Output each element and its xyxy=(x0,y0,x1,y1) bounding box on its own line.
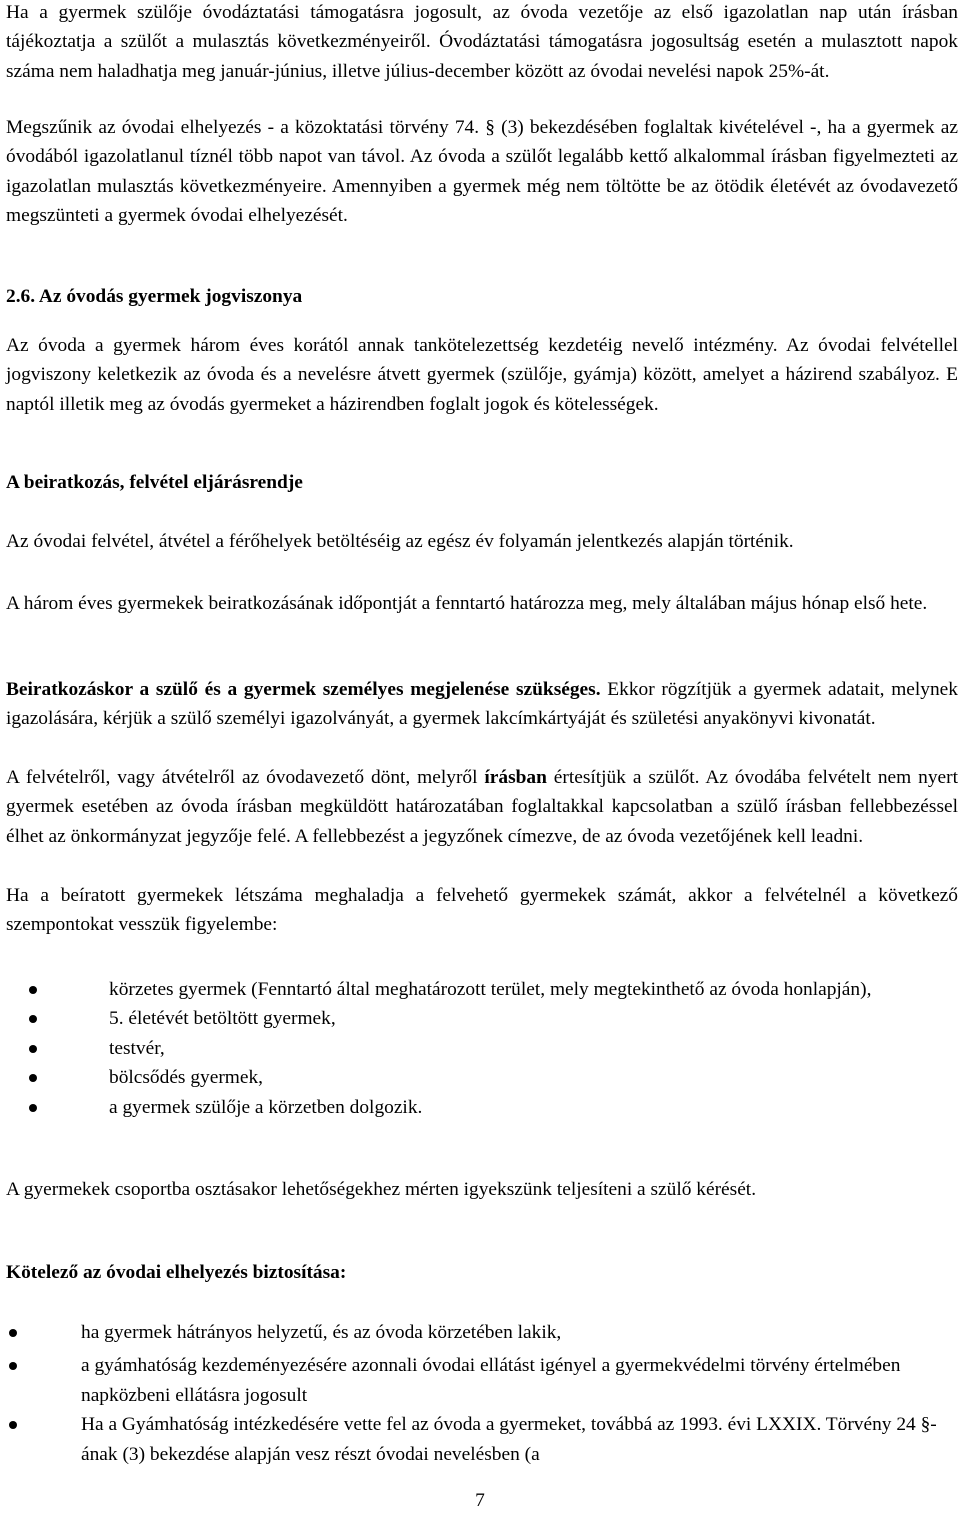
list-item: Ha a Gyámhatóság intézkedésére vette fel az óvoda a gyermeket, továbbá az 1993. évi LXXIX. Törvény 24 §-ának (3) bekezdése alapján vesz részt óvodai nevelésben (a xyxy=(0,1410,960,1469)
mandatory-placement-list xyxy=(0,1318,960,1469)
criteria-list xyxy=(0,975,960,1122)
paragraph-admission: Az óvodai felvétel, átvétel a férőhelyek betöltéséig az egész év folyamán jelentkezés alapján történik. xyxy=(6,531,794,552)
section-title: Az óvodás gyermek jogviszonya xyxy=(35,286,303,307)
bullet-icon xyxy=(9,1329,17,1337)
paragraph-enrollment-date: A három éves gyermekek beiratkozásának időpontját a fenntartó határozza meg, mely általában május hónap első hete. xyxy=(6,593,928,614)
paragraph-group-assignment: A gyermekek csoportba osztásakor lehetőségekhez mérten igyekszünk teljesíteni a szülő kérését. xyxy=(6,1179,757,1200)
list-item: körzetes gyermek (Fenntartó által meghatározott terület, mely megtekinthető az óvoda honlapján), xyxy=(0,975,960,1004)
paragraph-personal-presence xyxy=(6,675,958,734)
list-item: 5. életévét betöltött gyermek, xyxy=(0,1004,960,1033)
list-item: testvér, xyxy=(0,1034,960,1063)
bullet-icon xyxy=(9,1421,17,1429)
heading-mandatory-placement: Kötelező az óvodai elhelyezés biztosítása: xyxy=(6,1262,347,1283)
section-number: 2.6. xyxy=(6,286,36,307)
paragraph-capacity-criteria: Ha a beíratott gyermekek létszáma meghaladja a felvehető gyermekek számát, akkor a felvételnél a következő szempontokat vesszük figyelembe: xyxy=(6,885,958,936)
section-heading-legal-relationship xyxy=(6,282,958,311)
admission-decision-text-a: A felvételről, vagy átvételről az óvodavezető dönt, melyről xyxy=(6,767,485,788)
bullet-icon xyxy=(29,1015,37,1023)
admission-decision-text-b: értesítjük a szülőt. Az óvodába felvételt nem nyert gyermek esetében az óvoda írásban megküldött határozatában foglaltakkal kapcsolatban a szülő írásban fellebbezéssel élhet az önkormányzat jegyzője felé. A fellebbezést a jegyzőnek címezve, de az óvoda vezetőjének kell leadni. xyxy=(6,767,958,847)
paragraph-legal-relationship: Az óvoda a gyermek három éves korától annak tankötelezettség kezdetéig nevelő intézmény. Az óvodai felvétellel jogviszony keletkezik az óvoda és a nevelésre átvett gyermek (szülője, gyámja) között, amelyet a házirend szabályoz. E naptól illetik meg az óvodás gyermeket a házirendben foglalt jogok és kötelességek. xyxy=(6,335,958,415)
page-number: 7 xyxy=(475,1490,485,1511)
list-item: ha gyermek hátrányos helyzetű, és az óvoda körzetében lakik, xyxy=(0,1318,960,1347)
bullet-icon xyxy=(29,986,37,994)
list-item: a gyámhatóság kezdeményezésére azonnali óvodai ellátást igényel a gyermekvédelmi törvény értelmében napközbeni ellátásra jogosult xyxy=(0,1351,960,1410)
paragraph-admission-decision xyxy=(6,763,958,851)
bullet-icon xyxy=(29,1074,37,1082)
paragraph-placement-termination: Megszűnik az óvodai elhelyezés - a közoktatási törvény 74. § (3) bekezdésében foglaltak kivételével -, ha a gyermek az óvodából igazolatlanul tíznél több napot van távol. Az óvoda a szülőt legalább kettő alkalommal írásban figyelmezteti az igazolatlan mulasztás következményeire. Amennyiben a gyermek még nem töltötte be az ötödik életévét az óvodavezető megszünteti a gyermek óvodai elhelyezését. xyxy=(6,117,958,227)
bullet-icon xyxy=(9,1362,17,1370)
list-item: a gyermek szülője a körzetben dolgozik. xyxy=(0,1093,960,1122)
list-item: bölcsődés gyermek, xyxy=(0,1063,960,1092)
personal-presence-emphasis: Beiratkozáskor a szülő és a gyermek személyes megjelenése szükséges. xyxy=(6,679,601,700)
heading-enrollment-procedure: A beiratkozás, felvétel eljárásrendje xyxy=(6,472,303,493)
bullet-icon xyxy=(29,1045,37,1053)
personal-presence-details: Ekkor rögzítjük a gyermek adatait, melynek igazolására, kérjük a szülő személyi igazolványát, a gyermek lakcímkártyáját és születési anyakönyvi kivonatát. xyxy=(6,679,958,730)
admission-decision-emphasis: írásban xyxy=(484,767,547,788)
paragraph-attendance-notice: Ha a gyermek szülője óvodáztatási támogatásra jogosult, az óvoda vezetője az első igazolatlan nap után írásban tájékoztatja a szülőt a mulasztás következményeiről. Óvodáztatási támogatásra jogosultság esetén a mulasztott napok száma nem haladhatja meg január-június, illetve július-december között az óvodai nevelési napok 25%-át. xyxy=(6,2,958,82)
bullet-icon xyxy=(29,1104,37,1112)
